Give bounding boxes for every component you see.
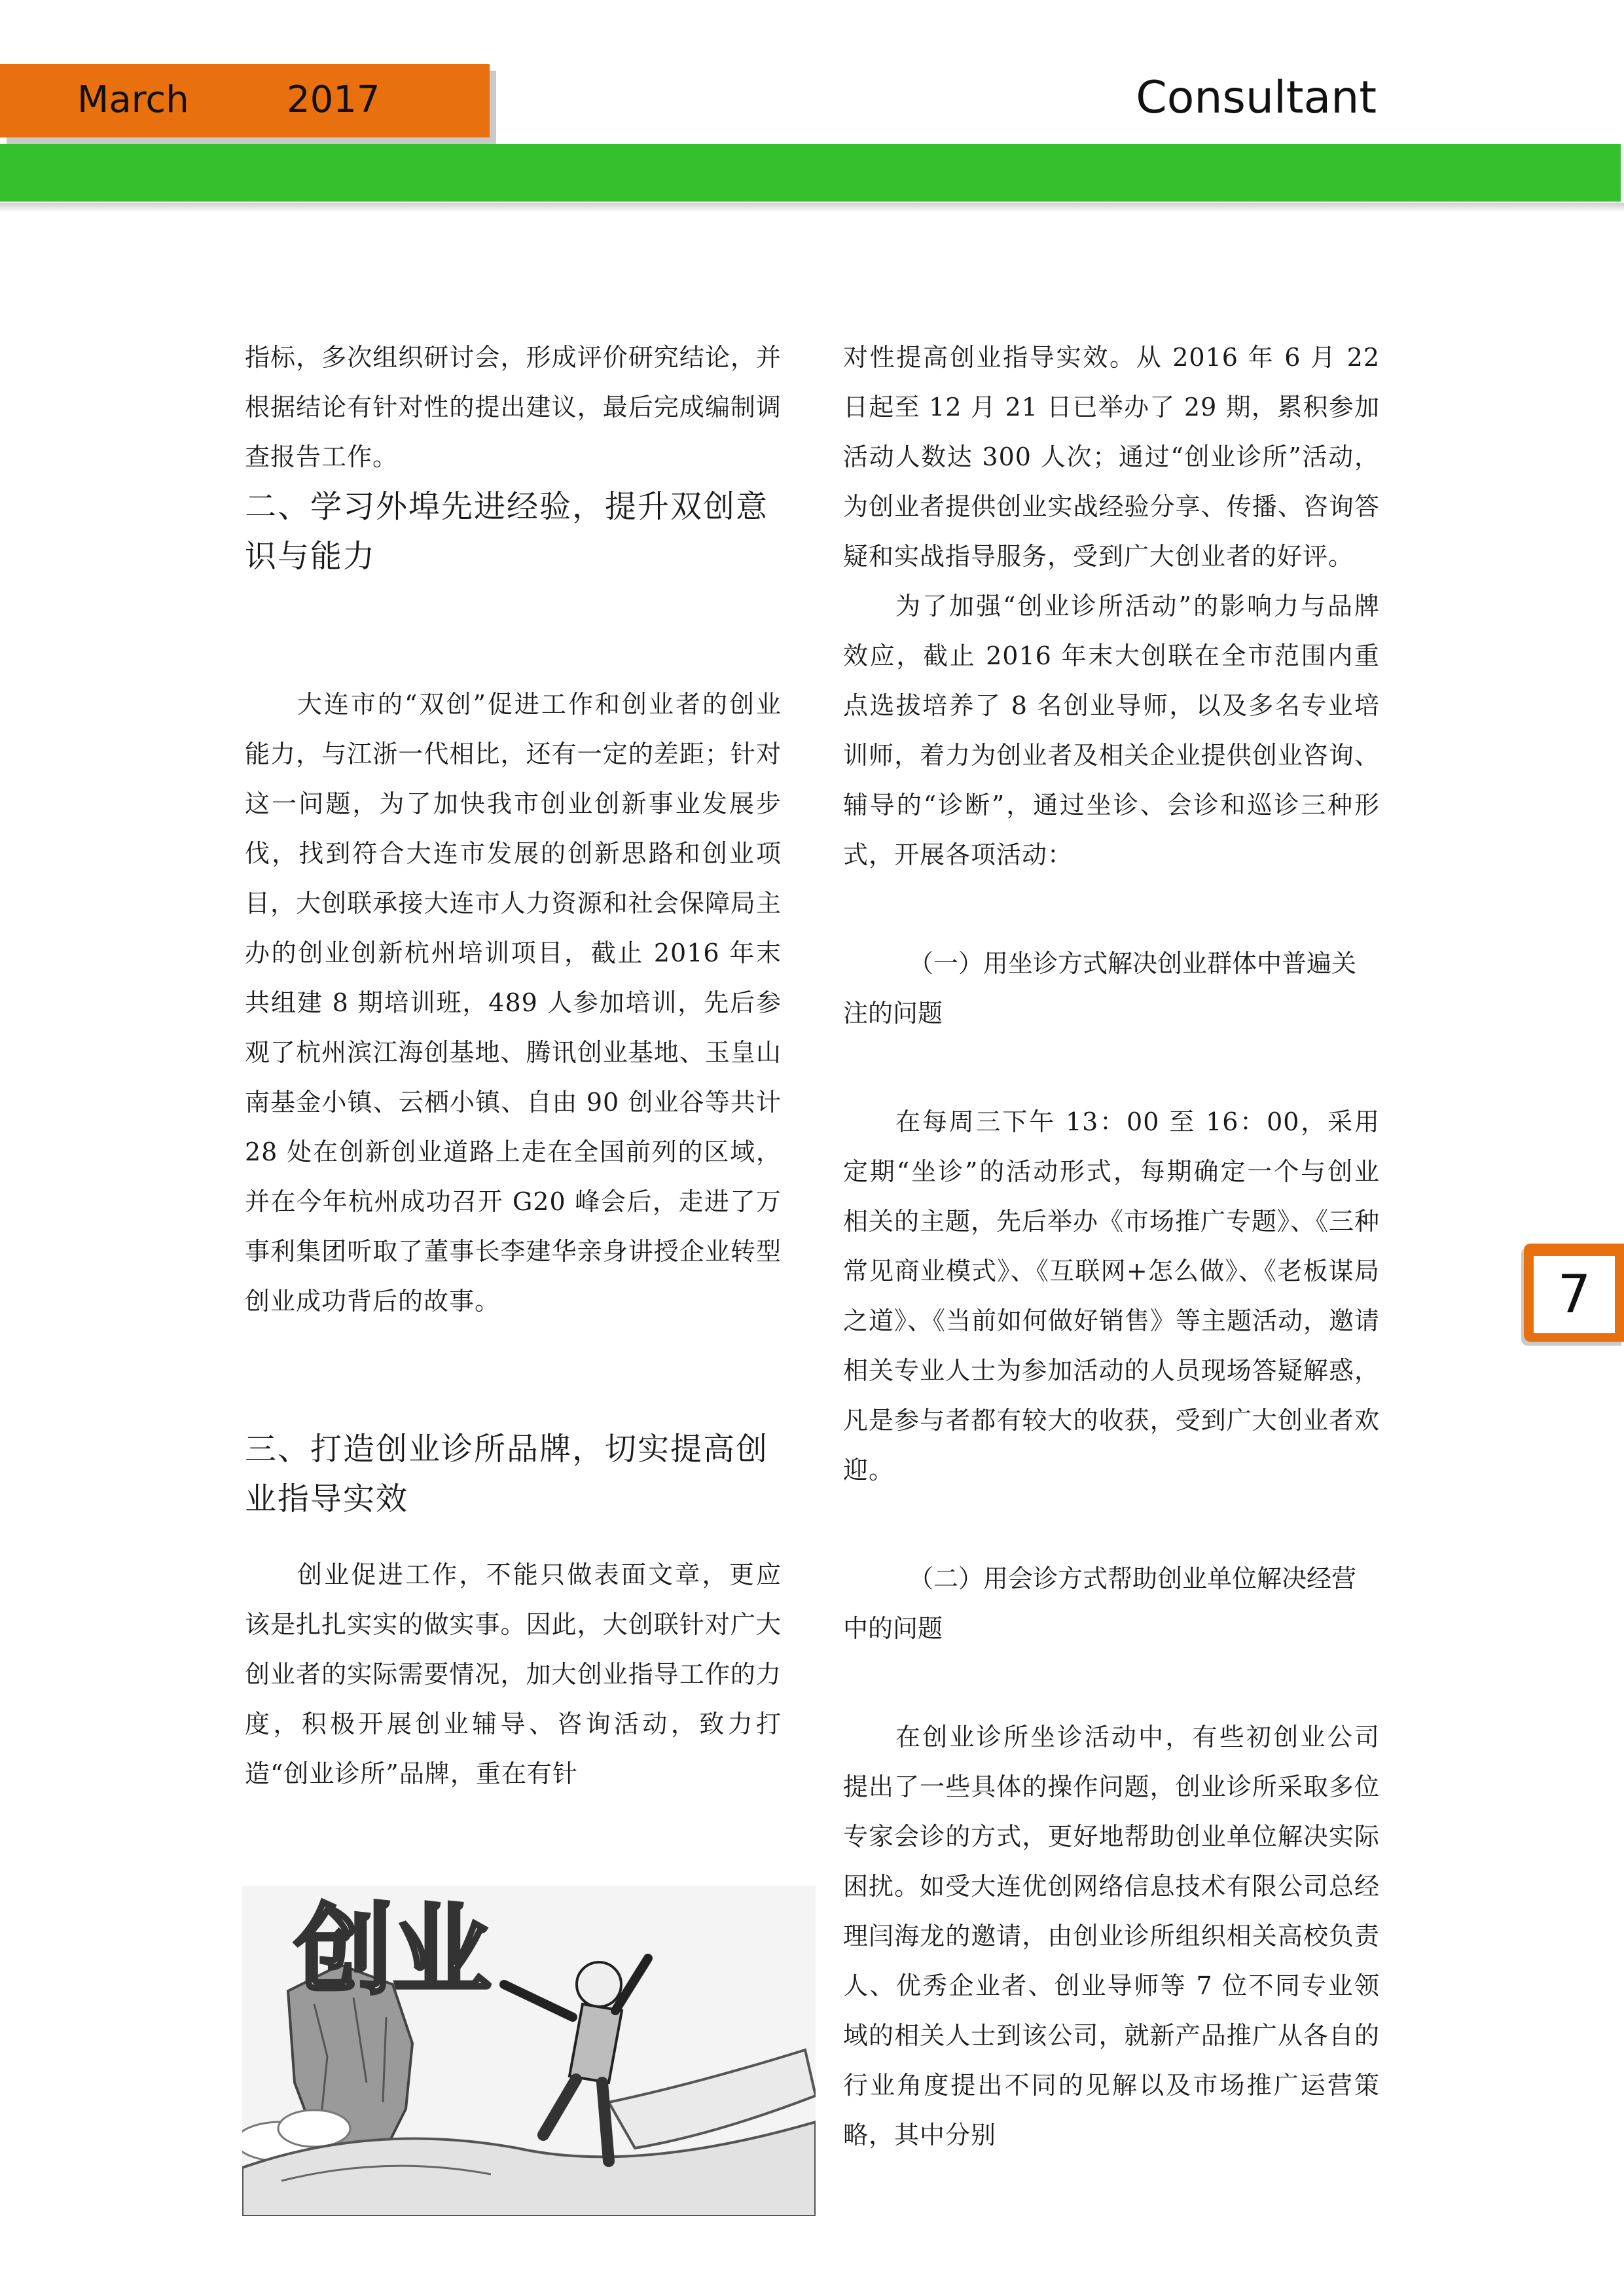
header-shadow: [0, 203, 1624, 212]
header-month: March: [77, 79, 189, 121]
header-date-banner: [0, 64, 490, 137]
page-number: 7: [1532, 1254, 1617, 1335]
left-paragraph-1: 指标，多次组织研讨会，形成评价研究结论，并根据结论有针对性的提出建议，最后完成编制调查报告工作。: [245, 343, 782, 471]
left-column: [245, 332, 782, 1799]
entrepreneurship-illustration: [242, 1886, 816, 2216]
header-year: 2017: [287, 79, 380, 121]
right-column: [843, 332, 1380, 2160]
section-heading-2: 二、学习外埠先进经验，提升双创意识与能力: [245, 488, 769, 575]
right-paragraph-3: 在每周三下午 13：00 至 16：00，采用定期“坐诊”的活动形式，每期确定一个与创业相关的主题，先后举办《市场推广专题》、《三种常见商业模式》、《互联网+怎么做》、《老板谋局之道》、《当前如何做好销售》等主题活动，邀请相关专业人士为参加活动的人员现场答疑解惑，凡是参与者都有较大的收获，受到广大创业者欢迎。: [843, 1107, 1380, 1484]
right-paragraph-2: 为了加强“创业诊所活动”的影响力与品牌效应，截止 2016 年末大创联在全市范围内重点选拔培养了 8 名创业导师，以及多名专业培训师，着力为创业者及相关企业提供创业咨询、辅导的“诊断”，通过坐诊、会诊和巡诊三种形式，开展各项活动：: [843, 592, 1380, 869]
subheading-2: （二）用会诊方式帮助创业单位解决经营中的问题: [843, 1564, 1357, 1643]
right-paragraph-4: 在创业诊所坐诊活动中，有些初创业公司提出了一些具体的操作问题，创业诊所采取多位专家会诊的方式，更好地帮助创业单位解决实际困扰。如受大连优创网络信息技术有限公司总经理闫海龙的邀请，由创业诊所组织相关高校负责人、优秀企业者、创业导师等 7 位不同专业领域的相关人士到该公司，就新产品推广从各自的行业角度提出不同的见解以及市场推广运营策略，其中分别: [843, 1723, 1380, 2149]
left-paragraph-2: 大连市的“双创”促进工作和创业者的创业能力，与江浙一代相比，还有一定的差距；针对这一问题，为了加快我市创业创新事业发展步伐，找到符合大连市发展的创新思路和创业项目，大创联承接大连市人力资源和社会保障局主办的创业创新杭州培训项目，截止 2016 年末共组建 8 期培训班，489 人参加培训，先后参观了杭州滨江海创基地、腾讯创业基地、玉皇山南基金小镇、云栖小镇、自由 90 创业谷等共计 28 处在创新创业道路上走在全国前列的区域，并在今年杭州成功召开 G20 峰会后，走进了万事利集团听取了董事长李建华亲身讲授企业转型创业成功背后的故事。: [245, 690, 782, 1316]
right-paragraph-1: 对性提高创业指导实效。从 2016 年 6 月 22 日起至 12 月 21 日已举办了 29 期，累积参加活动人数达 300 人次；通过“创业诊所”活动，为创业者提供创业实战经验分享、传播、咨询答疑和实战指导服务，受到广大创业者的好评。: [843, 343, 1380, 571]
subheading-1: （一）用坐诊方式解决创业群体中普遍关注的问题: [843, 949, 1357, 1028]
section-heading-3: 三、打造创业诊所品牌，切实提高创业指导实效: [245, 1431, 769, 1517]
illustration-drawing: [242, 1886, 816, 2216]
left-paragraph-3: 创业促进工作，不能只做表面文章，更应该是扎扎实实的做实事。因此，大创联针对广大创业者的实际需要情况，加大创业指导工作的力度，积极开展创业辅导、咨询活动，致力打造“创业诊所”品牌，重在有针: [245, 1560, 782, 1788]
magazine-title: Consultant: [1136, 72, 1377, 124]
header-green-band: [0, 144, 1621, 202]
illustration-word: 创业: [295, 1894, 492, 2008]
